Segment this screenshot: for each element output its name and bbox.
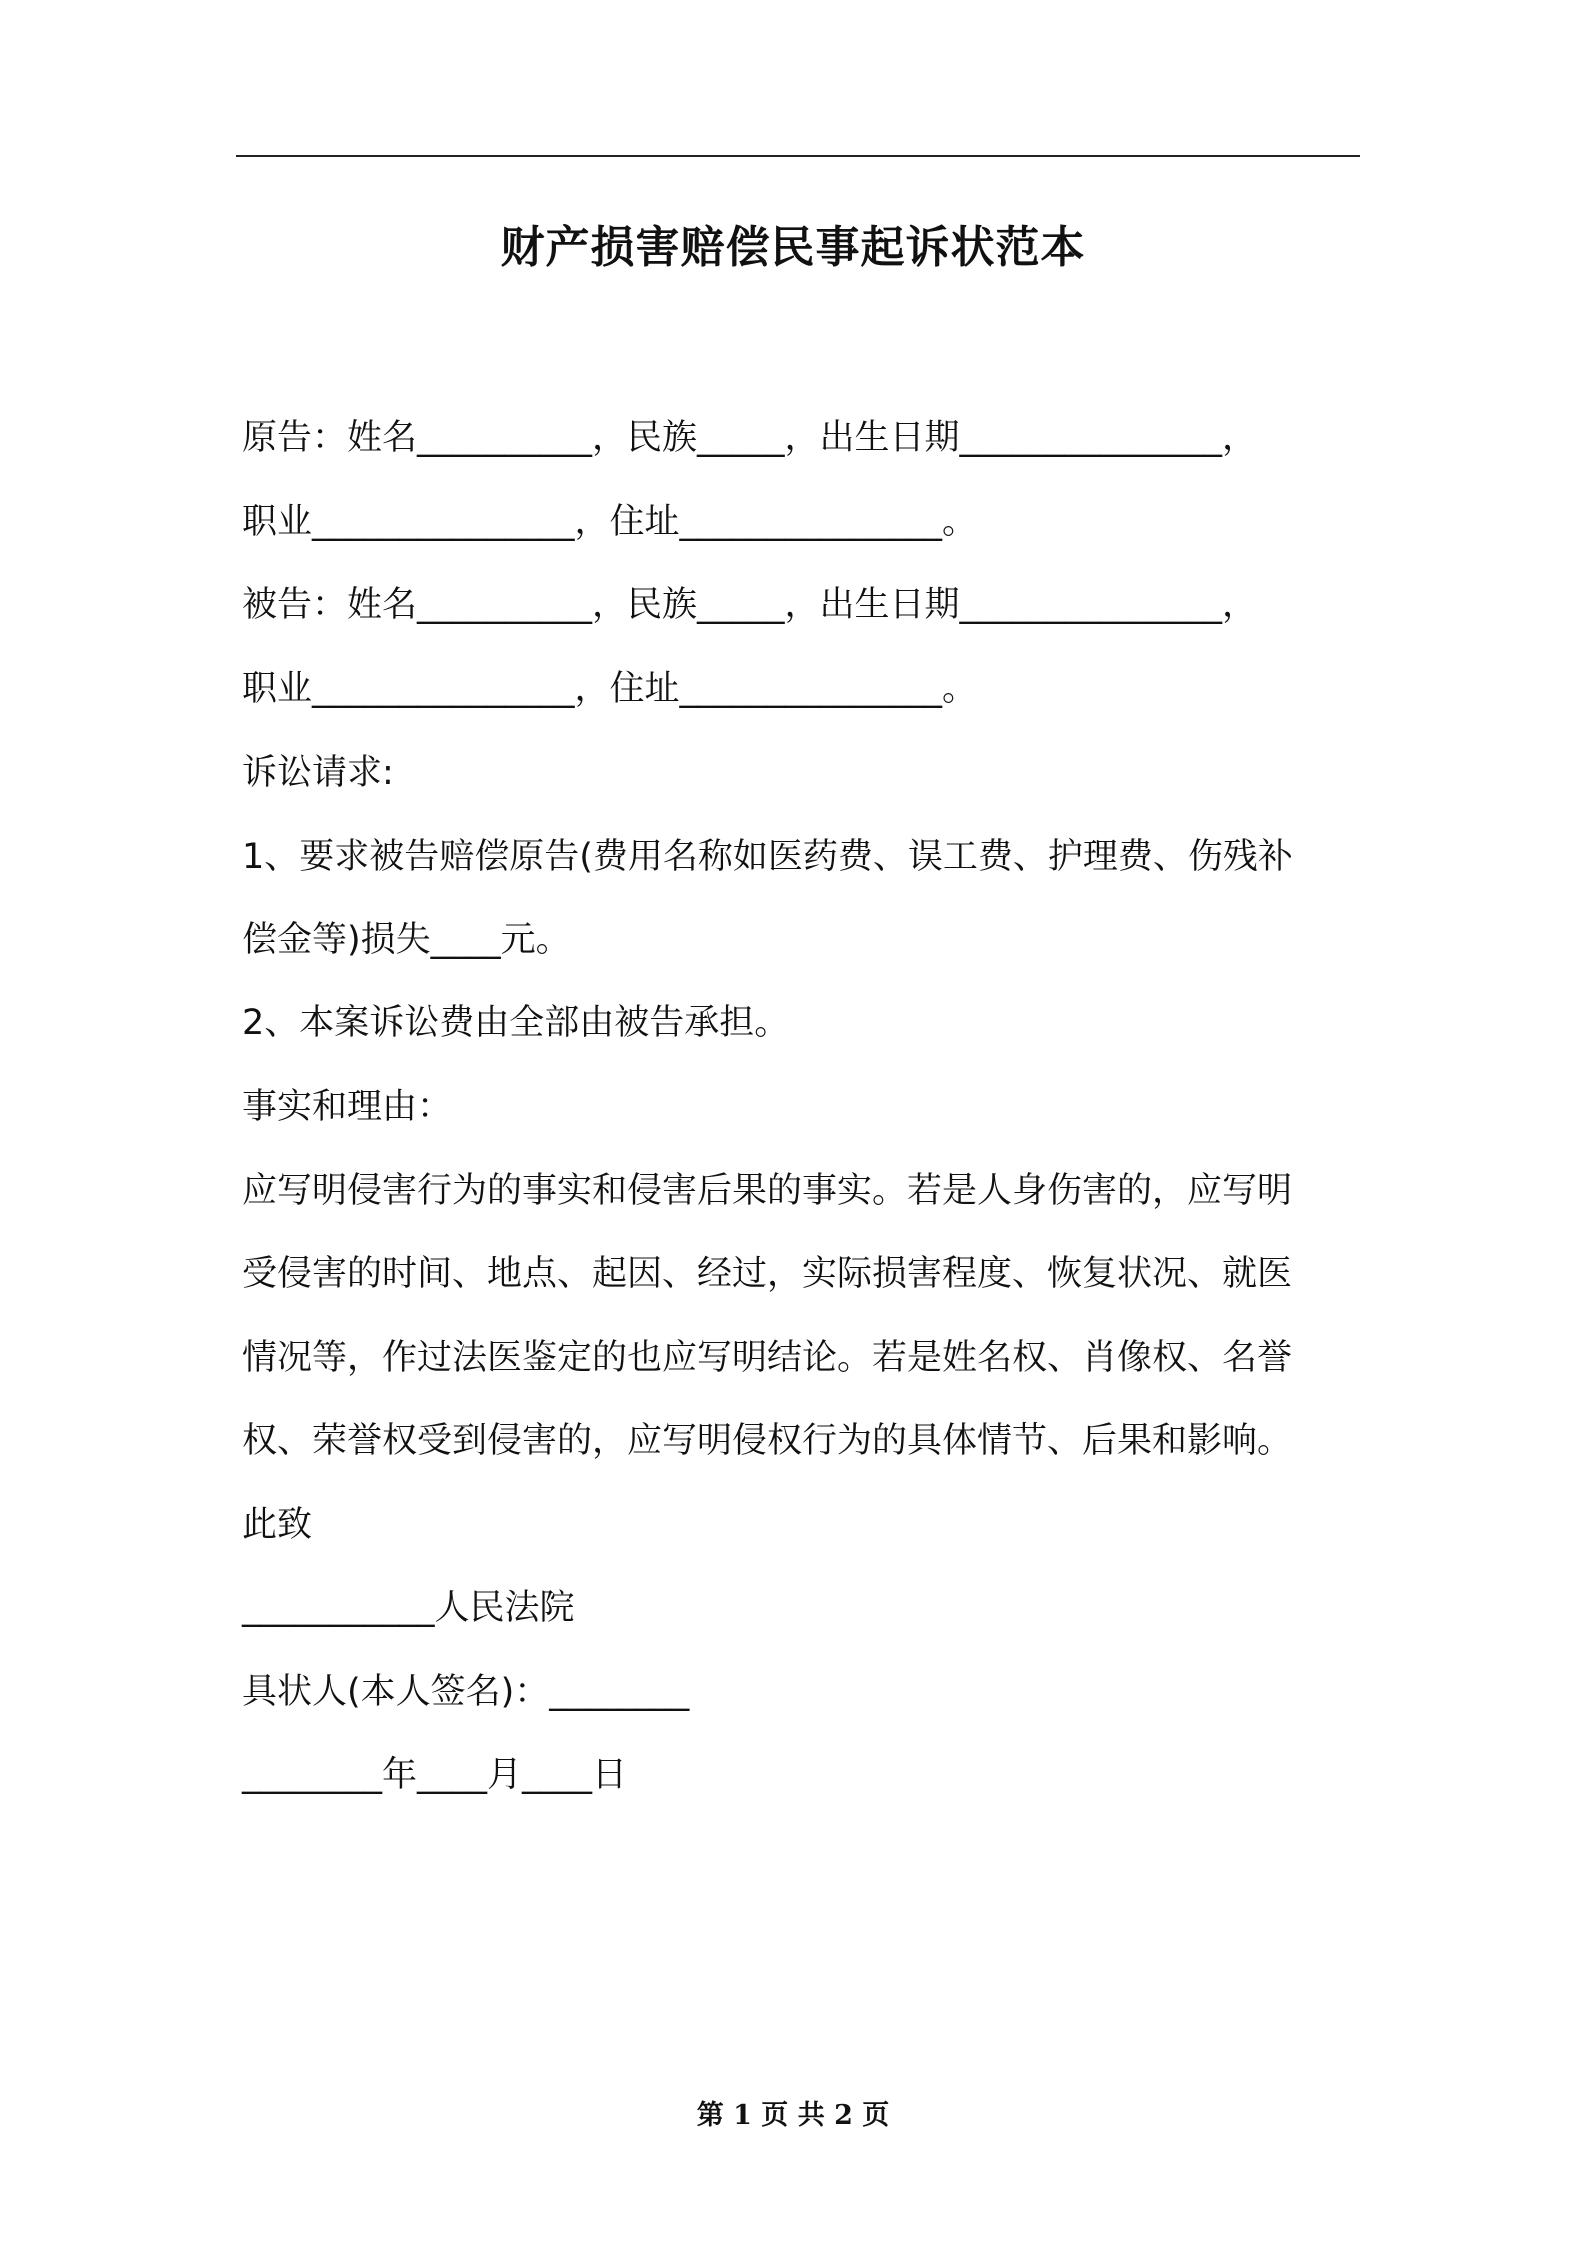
defendant-line-2: 职业_______________，住址_______________。 — [242, 669, 978, 709]
defendant-line-1: 被告：姓名__________，民族_____，出生日期_______________， — [242, 585, 1258, 625]
claim-1-line-2: 偿金等)损失____元。 — [242, 920, 571, 960]
facts-line-2: 受侵害的时间、地点、起因、经过，实际损害程度、恢复状况、就医 — [242, 1254, 1293, 1294]
signature-line: 具状人(本人签名)：________ — [242, 1672, 690, 1712]
facts-heading: 事实和理由： — [242, 1087, 453, 1127]
claim-2: 2、本案诉讼费由全部由被告承担。 — [242, 1003, 790, 1043]
claims-heading: 诉讼请求: — [242, 753, 394, 793]
court-line: ___________人民法院 — [242, 1588, 575, 1628]
facts-line-4: 权、荣誉权受到侵害的，应写明侵权行为的具体情节、后果和影响。 — [242, 1421, 1293, 1461]
claim-1-line-1: 1、要求被告赔偿原告(费用名称如医药费、误工费、护理费、伤残补 — [242, 837, 1293, 877]
date-line: ________年____月____日 — [242, 1755, 628, 1795]
plaintiff-line-2: 职业_______________，住址_______________。 — [242, 502, 978, 542]
salutation: 此致 — [242, 1505, 313, 1545]
facts-line-3: 情况等，作过法医鉴定的也应写明结论。若是姓名权、肖像权、名誉 — [242, 1338, 1293, 1378]
header-rule — [236, 155, 1360, 157]
plaintiff-line-1: 原告：姓名__________，民族_____，出生日期_______________， — [242, 418, 1258, 458]
facts-line-1: 应写明侵害行为的事实和侵害后果的事实。若是人身伤害的，应写明 — [242, 1171, 1293, 1211]
document-title: 财产损害赔偿民事起诉状范本 — [500, 222, 1086, 273]
page-number: 第 1 页 共 2 页 — [696, 2100, 890, 2131]
